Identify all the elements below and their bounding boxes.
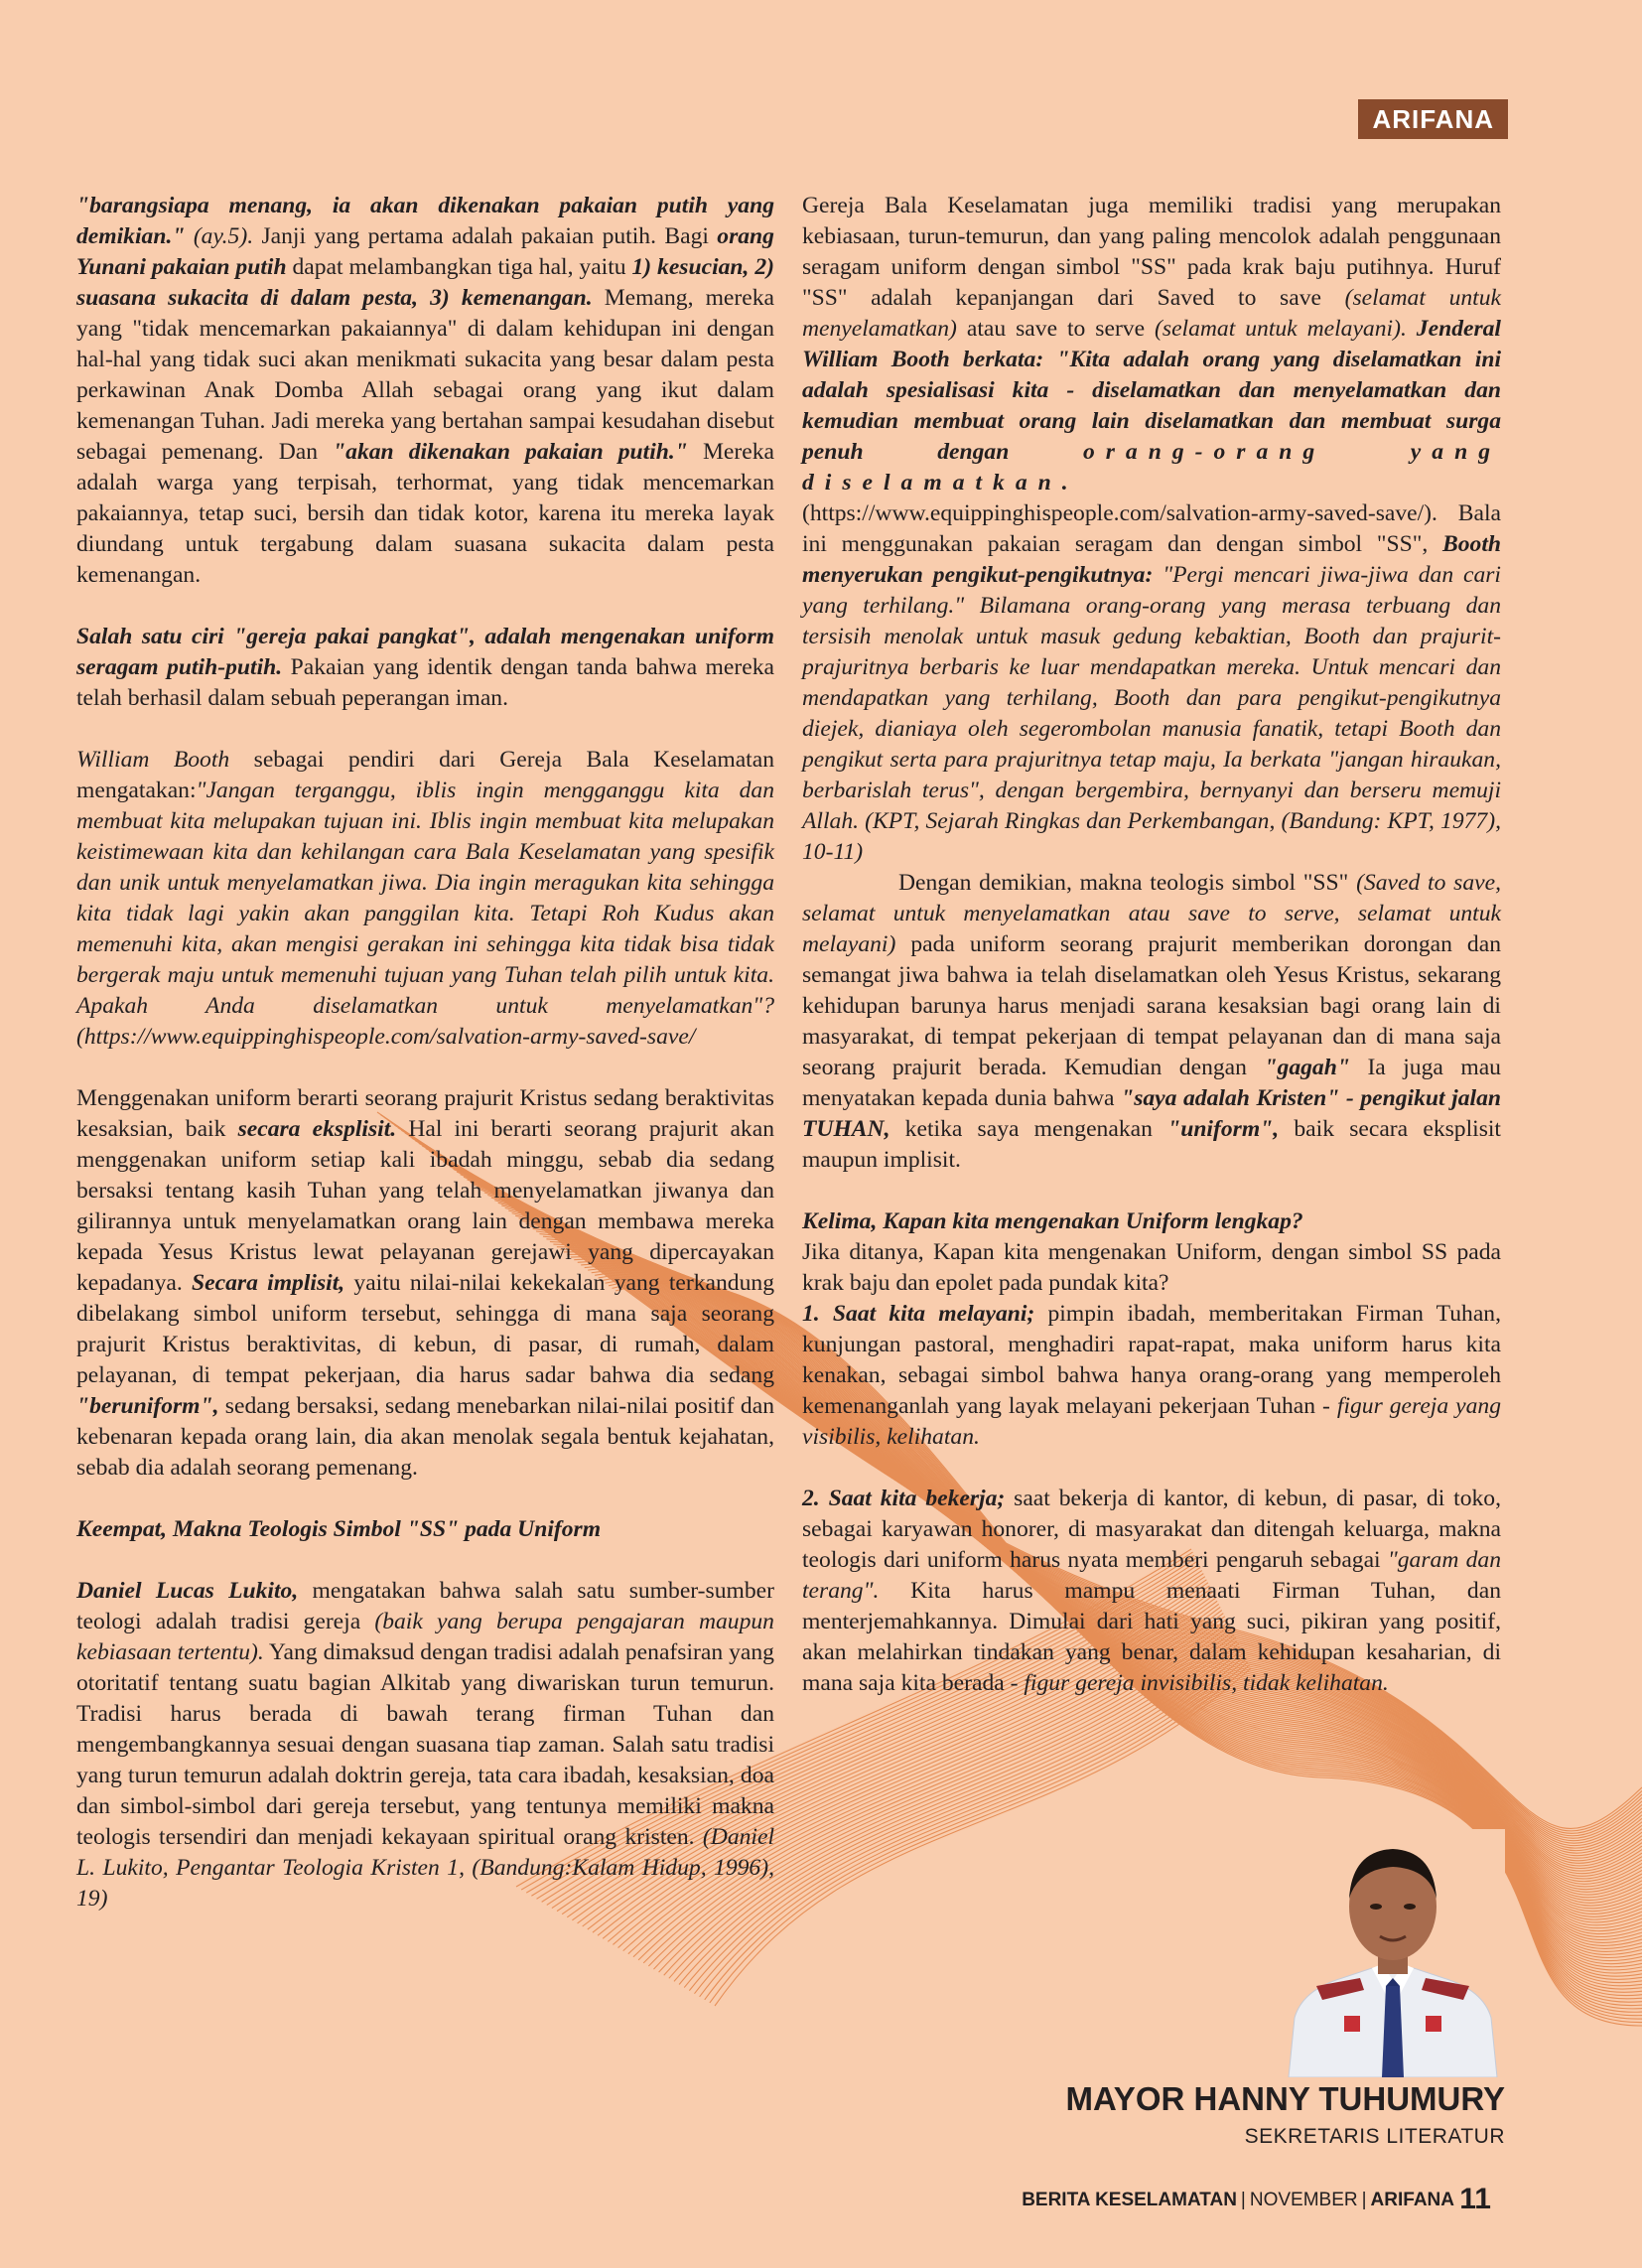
paragraph-lukito: Daniel Lucas Lukito, mengatakan bahwa salah satu sumber-sumber teologi adalah tradisi gereja (baik yang berupa pengajaran maupun kebiasaan tertentu). Yang dimaksud dengan tradisi adalah penafsiran yang otoritatif tentang suatu bagian Alkitab yang diwariskan turun temurun. Tradisi harus berada di bawah terang firman Tuhan dan mengembangkannya sesuai dengan suasana tiap zaman. Salah satu tradisi yang turun temurun adalah doktrin gereja, tata cara ibadah, kesaksian, doa dan simbol-simbol dari gereja tersebut, yang tentunya memiliki makna teologis tersendiri dan menjadi kekayaan spiritual orang kristen. (Daniel L. Lukito, Pengantar Teologia Kristen 1, (Bandung:Kalam Hidup, 1996), 19) bbox=[76, 1578, 774, 1912]
page-footer bbox=[1022, 2183, 1491, 2216]
footer-month: NOVEMBER bbox=[1249, 2190, 1358, 2210]
page-number: 11 bbox=[1459, 2183, 1491, 2215]
paragraph-booth-quote: William Booth sebagai pendiri dari Gereja Bala Keselamatan mengatakan:"Jangan terganggu, iblis ingin mengganggu kita dan membuat kita melupakan tujuan ini. Iblis ingin membuat kita melupakan keistimewaan kita dan kehilangan cara Bala Keselamatan yang spesifik dan unik untuk menyelamatkan jiwa. Dia ingin meragukan kita sehingga kita tidak lagi yakin akan panggilan kita. Tetapi Roh Kudus akan memenuhi kita, akan mengisi gerakan ini sehingga kita tidak bisa tidak bergerak maju untuk memenuhi tujuan yang Tuhan telah pilih untuk kita. Apakah Anda diselamatkan untuk menyelamatkan"? (https://www.equippinghispeople.com/salvation-army-saved-save/ bbox=[76, 747, 774, 1050]
heading-keempat: Keempat, Makna Teologis Simbol "SS" pada Uniform bbox=[76, 1516, 602, 1542]
paragraph-wearing-uniform: Menggenakan uniform berarti seorang prajurit Kristus sedang beraktivitas kesaksian, baik secara eksplisit. Hal ini berarti seorang prajurit akan menggenakan uniform setiap kali ibadah minggu, sebab dia sedang bersaksi tentang kasih Tuhan yang telah menyelamatkan jiwanya dan gilirannya untuk menyelamatkan orang lain dengan membawa mereka kepada Yesus Kristus lewat pelayanan gerejawi yang dipercayakan kepadanya. Secara implisit, yaitu nilai-nilai kekekalan yang terkandung dibelakang simbol uniform tersebut, sehingga di mana saja seorang prajurit Kristus beraktivitas, di kebun, di pasar, di rumah, dalam pelayanan, di tempat pekerjaan, dia harus sadar bahwa dia sedang "beruniform", sedang bersaksi, sedang menebarkan nilai-nilai positif dan kebenaran kepada orang lain, dia akan menolak segala bentuk kejahatan, sebab dia adalah seorang pemenang. bbox=[76, 1085, 774, 1481]
footer-publication: BERITA KESELAMATAN bbox=[1022, 2190, 1237, 2210]
author-photo bbox=[1281, 1829, 1505, 2077]
author-name: MAYOR HANNY TUHUMURY bbox=[1065, 2080, 1505, 2117]
right-column bbox=[802, 191, 1501, 1699]
paragraph-question: Jika ditanya, Kapan kita mengenakan Uniform, dengan simbol SS pada krak baju dan epolet pada pundak kita? bbox=[802, 1239, 1501, 1296]
footer-separator: | bbox=[1361, 2190, 1367, 2210]
paragraph-working: 2. Saat kita bekerja; saat bekerja di kantor, di kebun, di pasar, di toko, sebagai karyawan honorer, di masyarakat dan ditengah keluarga, makna teologis dari uniform harus nyata memberi pengaruh sebagai "garam dan terang". Kita harus mampu menaati Firman Tuhan, dan menterjemahkannya. Dimulai dari hati yang suci, pikiran yang positif, akan melahirkan tindakan yang benar, dalam kehidupan kesaharian, di mana saja kita berada - figur gereja invisibilis, tidak kelihatan. bbox=[802, 1486, 1502, 1696]
heading-kelima: Kelima, Kapan kita mengenakan Uniform lengkap? bbox=[802, 1208, 1303, 1234]
author-role: SEKRETARIS LITERATUR bbox=[1244, 2125, 1505, 2148]
left-column bbox=[76, 191, 774, 1914]
paragraph-ss-tradition: Gereja Bala Keselamatan juga memiliki tradisi yang merupakan kebiasaan, turun-temurun, dan yang paling mencolok adalah penggunaan seragam uniform dengan simbol "SS" pada krak baju putihnya. Huruf "SS" adalah kepanjangan dari Saved to save (selamat untuk menyelamatkan) atau save to serve (selamat untuk melayani). Jenderal William Booth berkata: "Kita adalah orang yang diselamatkan ini adalah spesialisasi kita - diselamatkan dan menyelamatkan dan kemudian membuat orang lain diselamatkan dan membuat surga penuh dengan orang-orang yang diselamatkan. (https://www.equippinghispeople.com/salvation-army-saved-save/). Bala ini menggunakan pakaian seragam dan dengan simbol "SS", Booth menyerukan pengikut-pengikutnya: "Pergi mencari jiwa-jiwa dan cari yang terhilang." Bilamana orang-orang yang merasa terbuang dan tersisih menolak untuk masuk gedung kebaktian, Booth dan prajurit-prajuritnya berbaris ke luar mendapatkan mereka. Untuk mencari dan mendapatkan yang terhilang, Booth dan para pengikut-pengikutnya diejek, dianiaya oleh segerombolan manusia fanatik, tetapi Booth dan pengikut serta para prajuritnya tetap maju, Ia berkata "jangan hiraukan, berbarislah terus", dengan bergembira, bernyanyi dan berseru memuji Allah. (KPT, Sejarah Ringkas dan Perkembangan, (Bandung: KPT, 1977), 10-11) bbox=[802, 193, 1501, 865]
paragraph-uniform-trait: Salah satu ciri "gereja pakai pangkat", adalah mengenakan uniform seragam putih-putih. Pakaian yang identik dengan tanda bahwa mereka telah berhasil dalam sebuah peperangan iman. bbox=[76, 624, 774, 711]
paragraph-ss-meaning: Dengan demikian, makna teologis simbol "SS" (Saved to save, selamat untuk menyelamatkan atau save to serve, selamat untuk melayani) pada uniform seorang prajurit memberikan dorongan dan semangat jiwa bahwa ia telah diselamatkan oleh Yesus Kristus, sekarang kehidupan barunya harus menjadi sarana kesaksian bagi orang lain di masyarakat, di tempat pekerjaan di tempat pelayanan dan di mana saja seorang prajurit berada. Kemudian dengan "gagah" Ia juga mau menyatakan kepada dunia bahwa "saya adalah Kristen" - pengikut jalan TUHAN, ketika saya mengenakan "uniform", baik secara eksplisit maupun implisit. bbox=[802, 870, 1501, 1173]
footer-section: ARIFANA bbox=[1370, 2190, 1454, 2210]
paragraph-serving: 1. Saat kita melayani; pimpin ibadah, memberitakan Firman Tuhan, kunjungan pastoral, menghadiri rapat-rapat, maka uniform harus kita kenakan, sebagai simbol bahwa hanya orang-orang yang memperoleh kemenanganlah yang layak melayani pekerjaan Tuhan - figur gereja yang visibilis, kelihatan. bbox=[802, 1301, 1501, 1450]
section-tag: ARIFANA bbox=[1358, 99, 1508, 139]
paragraph-white-robes: "barangsiapa menang, ia akan dikenakan pakaian putih yang demikian." (ay.5). Janji yang pertama adalah pakaian putih. Bagi orang Yunani pakaian putih dapat melambangkan tiga hal, yaitu 1) kesucian, 2) suasana sukacita di dalam pesta, 3) kemenangan. Memang, mereka yang "tidak mencemarkan pakaiannya" di dalam kehidupan ini dengan hal-hal yang tidak suci akan menikmati sukacita yang besar dalam pesta perkawinan Anak Domba Allah sebagai orang yang ikut dalam kemenangan Tuhan. Jadi mereka yang bertahan sampai kesudahan disebut sebagai pemenang. Dan "akan dikenakan pakaian putih." Mereka adalah warga yang terpisah, terhormat, yang tidak mencemarkan pakaiannya, tetap suci, bersih dan tidak kotor, karena itu mereka layak diundang untuk tergabung dalam suasana sukacita dalam pesta kemenangan. bbox=[76, 193, 775, 588]
footer-separator: | bbox=[1240, 2190, 1246, 2210]
